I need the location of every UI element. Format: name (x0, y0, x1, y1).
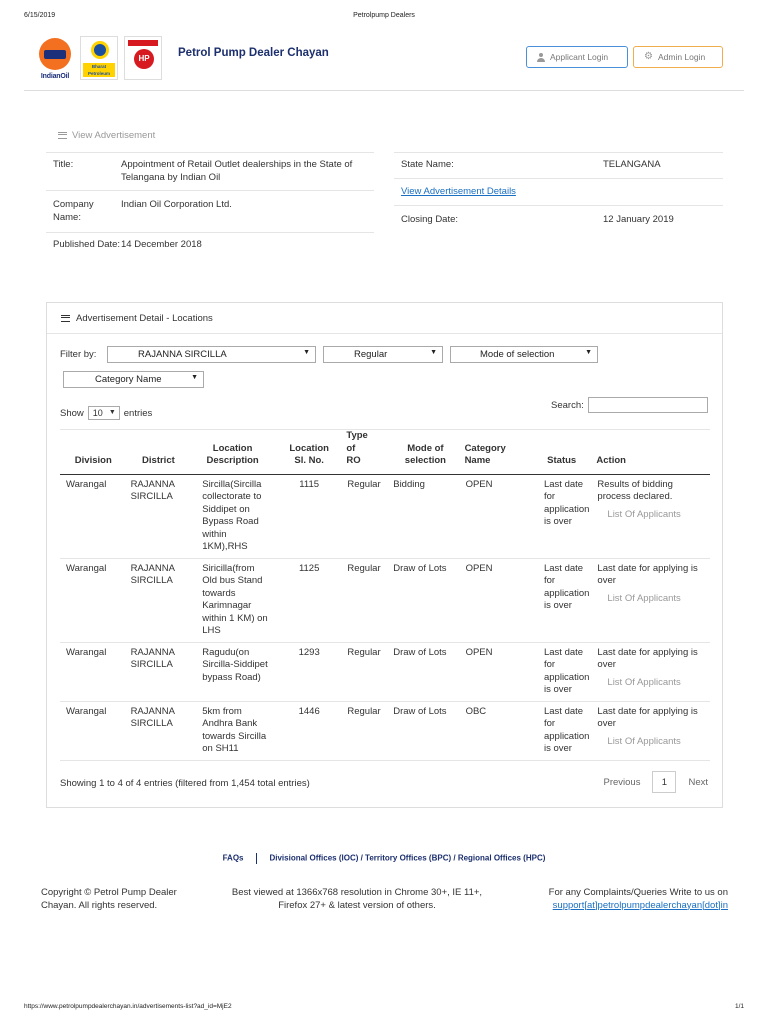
footer-separator (256, 853, 258, 864)
offices-link[interactable]: Divisional Offices (IOC) / Territory Offices (BPC) / Regional Offices (HPC) (269, 853, 546, 863)
advertisement-info-left (46, 152, 374, 258)
cell-action (593, 558, 710, 642)
cell-mode: Draw of Lots (389, 558, 461, 642)
view-advertisement-details-link[interactable]: View Advertisement Details (401, 185, 516, 197)
cell-type: Regular (343, 558, 389, 642)
list-icon (61, 315, 70, 322)
action-text: Last date for applying is over (597, 562, 698, 586)
category-select[interactable]: Category Name ▼ (63, 371, 204, 388)
applicant-login-button[interactable] (526, 46, 628, 68)
cell-mode: Bidding (389, 474, 461, 558)
list-of-applicants-link[interactable]: List Of Applicants (607, 508, 681, 520)
locations-panel-header: Advertisement Detail - Locations (47, 303, 722, 334)
page-1-button[interactable]: 1 (652, 771, 676, 793)
hp-logo[interactable]: HP (124, 36, 162, 80)
published-row: Published Date: 14 December 2018 (46, 232, 374, 258)
table-row (60, 558, 710, 642)
ro-type-select[interactable]: Regular ▼ (323, 346, 443, 363)
cell-district: RAJANNA SIRCILLA (127, 642, 191, 701)
logo-group (36, 36, 162, 80)
column-header[interactable]: Type of RO (343, 430, 389, 475)
title-row: Title: Appointment of Retail Outlet dealerships in the State of Telangana by Indian Oil (46, 152, 374, 190)
admin-login-button[interactable] (633, 46, 723, 68)
cell-division: Warangal (60, 474, 127, 558)
state-name: TELANGANA (603, 159, 661, 170)
cell-division: Warangal (60, 558, 127, 642)
user-icon (537, 53, 545, 62)
site-title[interactable]: Petrol Pump Dealer Chayan (178, 47, 329, 59)
company-row: Company Name: Indian Oil Corporation Ltd. (46, 190, 374, 232)
column-header[interactable]: Mode of selection (389, 430, 461, 475)
next-page-button[interactable]: Next (688, 776, 708, 788)
table-search: Search: (551, 397, 708, 413)
print-date: 6/15/2019 (24, 12, 56, 19)
state-row: State Name: TELANGANA (394, 152, 723, 178)
list-of-applicants-link[interactable]: List Of Applicants (607, 676, 681, 688)
company-name: Indian Oil Corporation Ltd. (121, 199, 232, 210)
cell-location: Ragudu(on Sircilla-Siddipet bypass Road) (190, 642, 275, 701)
cell-category: OBC (462, 701, 530, 760)
cell-status: Last date for application is over (530, 474, 593, 558)
footer-links (0, 853, 768, 864)
locations-table (60, 429, 710, 761)
view-advertisement-heading: View Advertisement (58, 130, 155, 141)
table-row (60, 701, 710, 760)
list-of-applicants-link[interactable]: List Of Applicants (607, 735, 681, 747)
browser-note: Best viewed at 1366x768 resolution in Chrome 30+, IE 11+, Firefox 27+ & latest version of others. (231, 887, 483, 911)
column-header[interactable]: Action (593, 430, 710, 475)
cell-action (593, 474, 710, 558)
district-select[interactable]: RAJANNA SIRCILLA ▼ (107, 346, 316, 363)
action-text: Last date for applying is over (597, 646, 698, 670)
cell-division: Warangal (60, 701, 127, 760)
pagination (603, 771, 708, 793)
applicant-login-label: Applicant Login (550, 52, 609, 62)
previous-page-button[interactable]: Previous (603, 776, 641, 788)
print-title: Petrolpump Dealers (353, 12, 415, 19)
filter-label: Filter by: (60, 349, 97, 360)
closing-date: 12 January 2019 (603, 214, 674, 225)
advertisement-title: Appointment of Retail Outlet dealerships in the State of Telangana by Indian Oil (121, 159, 353, 183)
cell-sl-no: 1446 (275, 701, 343, 760)
cell-district: RAJANNA SIRCILLA (127, 474, 191, 558)
faqs-link[interactable]: FAQs (222, 853, 244, 863)
advertisement-info-right (394, 152, 723, 233)
mode-select[interactable]: Mode of selection ▼ (450, 346, 598, 363)
cell-sl-no: 1293 (275, 642, 343, 701)
list-of-applicants-link[interactable]: List Of Applicants (607, 592, 681, 604)
locations-panel (46, 302, 723, 808)
indianoil-logo[interactable]: IndianOil (36, 36, 74, 80)
list-icon (58, 132, 67, 139)
complaints-info: For any Complaints/Queries Write to us on support[at]petrolpumpdealerchayan[dot]in (548, 887, 728, 911)
print-footer (24, 1003, 744, 1010)
table-row (60, 642, 710, 701)
column-header[interactable]: Status (530, 430, 593, 475)
support-email-link[interactable]: support[at]petrolpumpdealerchayan[dot]in (552, 899, 728, 911)
gear-icon: ⚙ (644, 51, 653, 62)
published-date: 14 December 2018 (121, 239, 202, 250)
cell-district: RAJANNA SIRCILLA (127, 701, 191, 760)
bharat-petroleum-logo[interactable]: Bharat Petroleum (80, 36, 118, 80)
print-header (24, 12, 744, 24)
cell-category: OPEN (462, 558, 530, 642)
cell-mode: Draw of Lots (389, 701, 461, 760)
print-url: https://www.petrolpumpdealerchayan.in/advertisements-list?ad_id=MjE2 (24, 1003, 232, 1010)
cell-category: OPEN (462, 474, 530, 558)
cell-action (593, 642, 710, 701)
action-text: Last date for applying is over (597, 705, 698, 729)
cell-status: Last date for application is over (530, 642, 593, 701)
admin-login-label: Admin Login (657, 52, 706, 62)
print-page-number: 1/1 (734, 1003, 744, 1010)
cell-location: Sircilla(Sircilla collectorate to Siddipet on Bypass Road within 1KM),RHS (190, 474, 275, 558)
cell-status: Last date for application is over (530, 701, 593, 760)
cell-category: OPEN (462, 642, 530, 701)
table-summary: Showing 1 to 4 of 4 entries (filtered from 1,454 total entries) (60, 778, 310, 789)
details-link-row (394, 178, 723, 206)
show-entries: Show 10 ▼ entries (60, 407, 153, 419)
header-divider (24, 90, 744, 91)
copyright: Copyright © Petrol Pump Dealer Chayan. All rights reserved. (41, 887, 177, 911)
cell-action (593, 701, 710, 760)
cell-district: RAJANNA SIRCILLA (127, 558, 191, 642)
search-input[interactable] (588, 397, 708, 413)
closing-row: Closing Date: 12 January 2019 (394, 205, 723, 233)
column-header[interactable]: Location Sl. No. (275, 430, 343, 475)
column-header[interactable]: Location Description (190, 430, 275, 475)
cell-type: Regular (343, 474, 389, 558)
cell-mode: Draw of Lots (389, 642, 461, 701)
site-header (24, 32, 744, 88)
cell-type: Regular (343, 701, 389, 760)
table-header-row (60, 430, 710, 475)
column-header[interactable]: Division (60, 430, 127, 475)
page-length-select[interactable]: 10 ▼ (88, 406, 120, 420)
cell-status: Last date for application is over (530, 558, 593, 642)
column-header[interactable]: District (127, 430, 191, 475)
action-text: Results of bidding process declared. (597, 478, 673, 502)
cell-division: Warangal (60, 642, 127, 701)
cell-location: 5km from Andhra Bank towards Sircilla on SH11 (190, 701, 275, 760)
cell-sl-no: 1125 (275, 558, 343, 642)
column-header[interactable]: Category Name (462, 430, 530, 475)
cell-location: Siricilla(from Old bus Stand towards Karimnagar within 1 KM) on LHS (190, 558, 275, 642)
cell-type: Regular (343, 642, 389, 701)
cell-sl-no: 1115 (275, 474, 343, 558)
table-row (60, 474, 710, 558)
